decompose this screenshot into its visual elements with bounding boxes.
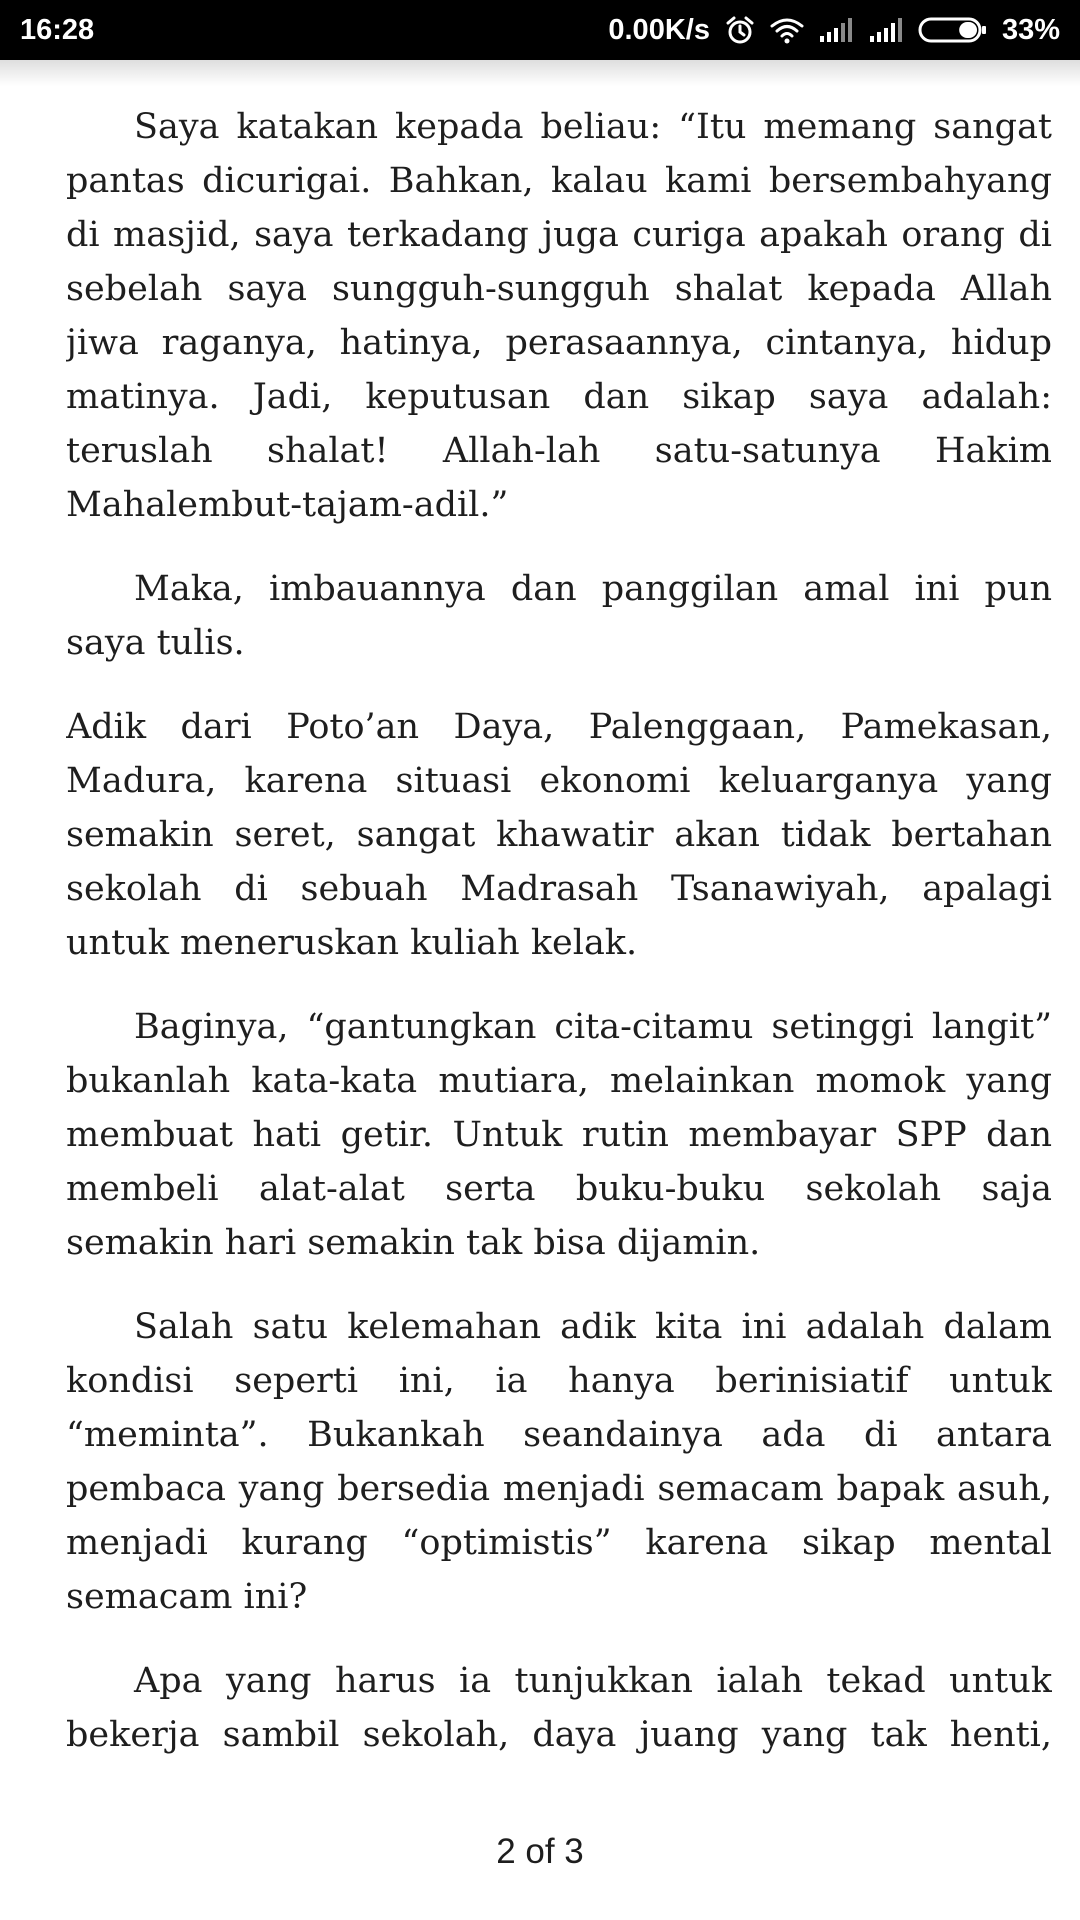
status-icons xyxy=(594,14,1060,47)
battery-icon xyxy=(918,16,988,44)
reader-page[interactable] xyxy=(66,100,1052,1760)
paragraph: Apa yang harus ia tunjukkan ialah tekad untuk bekerja sambil sekolah, daya juang yang tak henti, xyxy=(66,1661,1052,1755)
network-speed: 0.00K/s xyxy=(608,13,710,46)
status-time: 16:28 xyxy=(20,13,95,46)
signal-icon xyxy=(868,16,904,44)
alarm-icon xyxy=(724,14,756,46)
paragraph: Adik dari Poto’an Daya, Palenggaan, Pamekasan, Madura, karena situasi ekonomi keluarganya yang semakin seret, sangat khawatir akan tidak bertahan sekolah di sebuah Madrasah Tsanawiyah, apalagi untuk meneruskan kuliah kelak. xyxy=(66,707,1052,963)
battery-percent: 33% xyxy=(1001,13,1060,46)
paragraph: Salah satu kelemahan adik kita ini adalah dalam kondisi seperti ini, ia hanya berinisiatif untuk “meminta”. Bukankah seandainya ada di antara pembaca yang bersedia menjadi semacam bapak asuh, menjadi kurang “optimistis” karena sikap mental semacam ini? xyxy=(66,1307,1052,1617)
paragraph: Saya katakan kepada beliau: “Itu memang sangat pantas dicurigai. Bahkan, kalau kami bersembahyang di masjid, saya terkadang juga curiga apakah orang di sebelah saya sungguh-sungguh shalat kepada Allah jiwa raganya, hatinya, perasaannya, cintanya, hidup matinya. Jadi, keputusan dan sikap saya adalah: teruslah shalat! Allah-lah satu-satunya Hakim Mahalembut-tajam-adil.” xyxy=(66,107,1052,525)
status-bar xyxy=(0,0,1080,60)
paragraph: Baginya, “gantungkan cita-citamu setinggi langit” bukanlah kata-kata mutiara, melainkan momok yang membuat hati getir. Untuk rutin membayar SPP dan membeli alat-alat serta buku-buku sekolah saja semakin hari semakin tak bisa dijamin. xyxy=(66,1007,1052,1263)
status-bar-shadow xyxy=(0,60,1080,86)
signal-icon xyxy=(818,16,854,44)
paragraph: Maka, imbauannya dan panggilan amal ini pun saya tulis. xyxy=(66,569,1052,663)
page-indicator: 2 of 3 xyxy=(496,1832,584,1871)
wifi-icon xyxy=(770,16,804,44)
